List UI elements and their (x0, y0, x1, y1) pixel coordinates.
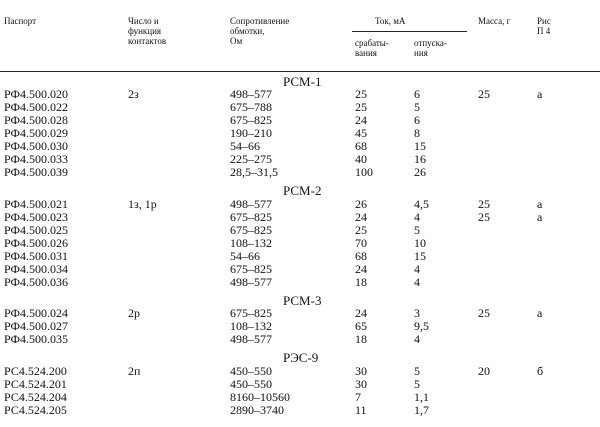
cell-trigger-current: 24 (355, 306, 367, 320)
cell-resistance: 190–210 (230, 126, 272, 140)
header-current: Ток, мА (375, 16, 406, 26)
section-title: РЭС-9 (283, 350, 319, 365)
cell-trigger-current: 11 (355, 403, 367, 417)
cell-release-current: 5 (414, 377, 420, 391)
cell-figure: а (537, 87, 543, 101)
cell-trigger-current: 24 (355, 262, 367, 276)
cell-figure: а (537, 197, 543, 211)
header-passport: Паспорт (4, 16, 37, 26)
cell-resistance: 54–66 (230, 139, 260, 153)
cell-passport: РФ4.500.036 (4, 275, 68, 289)
cell-release-current: 15 (414, 139, 426, 153)
cell-figure: б (537, 364, 544, 378)
cell-trigger-current: 68 (355, 139, 367, 153)
cell-passport: РФ4.500.039 (4, 165, 68, 179)
header-mass: Масса, г (478, 16, 511, 26)
header-trigger: срабаты- вания (355, 38, 389, 58)
table-header (0, 0, 600, 72)
cell-trigger-current: 45 (355, 126, 367, 140)
cell-release-current: 3 (414, 306, 420, 320)
table-row (0, 237, 600, 250)
cell-resistance: 108–132 (230, 319, 272, 333)
table-row (0, 114, 600, 127)
header-figure: Рис П 4 (537, 16, 551, 36)
section-title: РСМ-1 (283, 74, 322, 89)
cell-trigger-current: 25 (355, 223, 367, 237)
cell-passport: РФ4.500.023 (4, 210, 68, 224)
table-row (0, 404, 600, 417)
cell-trigger-current: 18 (355, 275, 367, 289)
cell-resistance: 450–550 (230, 364, 272, 378)
cell-release-current: 1,1 (414, 390, 429, 404)
cell-release-current: 5 (414, 223, 420, 237)
cell-contacts: 2п (128, 364, 141, 378)
table-row (0, 211, 600, 224)
table-row (0, 320, 600, 333)
table-row (0, 250, 600, 263)
table-row (0, 378, 600, 391)
cell-resistance: 498–577 (230, 197, 272, 211)
cell-release-current: 26 (414, 165, 426, 179)
table-row (0, 101, 600, 114)
cell-resistance: 675–788 (230, 100, 272, 114)
cell-trigger-current: 30 (355, 377, 367, 391)
cell-release-current: 4 (414, 262, 420, 276)
table-row (0, 276, 600, 289)
cell-passport: РФ4.500.027 (4, 319, 68, 333)
cell-figure: а (537, 306, 543, 320)
cell-mass: 25 (478, 197, 490, 211)
cell-contacts: 2р (128, 306, 140, 320)
table-row (0, 391, 600, 404)
cell-figure: а (537, 210, 543, 224)
section-title: РСМ-3 (283, 293, 322, 308)
table-row (0, 307, 600, 320)
cell-passport: РФ4.500.028 (4, 113, 68, 127)
cell-trigger-current: 40 (355, 152, 367, 166)
header-number-function: Число и функция контактов (128, 16, 167, 46)
cell-release-current: 4 (414, 275, 420, 289)
cell-release-current: 15 (414, 249, 426, 263)
cell-resistance: 675–825 (230, 262, 272, 276)
cell-resistance: 450–550 (230, 377, 272, 391)
cell-release-current: 4 (414, 210, 420, 224)
cell-trigger-current: 18 (355, 332, 367, 346)
cell-passport: РС4.524.204 (4, 390, 67, 404)
cell-resistance: 498–577 (230, 332, 272, 346)
cell-resistance: 498–577 (230, 275, 272, 289)
cell-release-current: 4,5 (414, 197, 429, 211)
cell-resistance: 675–825 (230, 210, 272, 224)
table-row (0, 198, 600, 211)
cell-resistance: 675–825 (230, 113, 272, 127)
cell-release-current: 10 (414, 236, 426, 250)
cell-release-current: 6 (414, 113, 420, 127)
header-divider (0, 71, 600, 72)
cell-resistance: 54–66 (230, 249, 260, 263)
cell-passport: РФ4.500.031 (4, 249, 68, 263)
cell-passport: РФ4.500.034 (4, 262, 68, 276)
cell-trigger-current: 25 (355, 100, 367, 114)
cell-release-current: 5 (414, 100, 420, 114)
header-release: отпуска- ния (414, 38, 447, 58)
table-row (0, 224, 600, 237)
cell-mass: 20 (478, 364, 490, 378)
cell-mass: 25 (478, 306, 490, 320)
cell-release-current: 5 (414, 364, 420, 378)
cell-passport: РФ4.500.026 (4, 236, 68, 250)
cell-contacts: 1з, 1р (128, 197, 157, 211)
cell-resistance: 108–132 (230, 236, 272, 250)
cell-release-current: 4 (414, 332, 420, 346)
cell-passport: РС4.524.205 (4, 403, 67, 417)
cell-release-current: 16 (414, 152, 426, 166)
table-row (0, 365, 600, 378)
cell-passport: РФ4.500.020 (4, 87, 68, 101)
cell-resistance: 8160–10560 (230, 390, 290, 404)
cell-trigger-current: 68 (355, 249, 367, 263)
table-row (0, 127, 600, 140)
cell-passport: РФ4.500.024 (4, 306, 68, 320)
cell-trigger-current: 100 (355, 165, 373, 179)
cell-mass: 25 (478, 87, 490, 101)
cell-resistance: 2890–3740 (230, 403, 284, 417)
table-row (0, 166, 600, 179)
cell-trigger-current: 26 (355, 197, 367, 211)
cell-release-current: 1,7 (414, 403, 429, 417)
table-row (0, 88, 600, 101)
cell-passport: РФ4.500.021 (4, 197, 68, 211)
cell-release-current: 9,5 (414, 319, 429, 333)
current-subheader-line (352, 31, 467, 32)
cell-resistance: 498–577 (230, 87, 272, 101)
cell-passport: РФ4.500.029 (4, 126, 68, 140)
cell-trigger-current: 70 (355, 236, 367, 250)
cell-trigger-current: 24 (355, 113, 367, 127)
cell-contacts: 2з (128, 87, 139, 101)
cell-trigger-current: 65 (355, 319, 367, 333)
cell-trigger-current: 30 (355, 364, 367, 378)
cell-resistance: 225–275 (230, 152, 272, 166)
cell-trigger-current: 7 (355, 390, 361, 404)
cell-passport: РФ4.500.035 (4, 332, 68, 346)
cell-mass: 25 (478, 210, 490, 224)
cell-release-current: 6 (414, 87, 420, 101)
section-title: РСМ-2 (283, 183, 322, 198)
cell-trigger-current: 25 (355, 87, 367, 101)
cell-passport: РС4.524.201 (4, 377, 67, 391)
cell-passport: РФ4.500.030 (4, 139, 68, 153)
table-row (0, 153, 600, 166)
table-row (0, 140, 600, 153)
cell-passport: РС4.524.200 (4, 364, 67, 378)
cell-passport: РФ4.500.022 (4, 100, 68, 114)
header-resistance: Сопротивление обмотки, Ом (230, 16, 290, 46)
table-row (0, 333, 600, 346)
cell-release-current: 8 (414, 126, 420, 140)
cell-resistance: 675–825 (230, 306, 272, 320)
cell-passport: РФ4.500.033 (4, 152, 68, 166)
cell-trigger-current: 24 (355, 210, 367, 224)
cell-passport: РФ4.500.025 (4, 223, 68, 237)
cell-resistance: 675–825 (230, 223, 272, 237)
cell-resistance: 28,5–31,5 (230, 165, 278, 179)
table-row (0, 263, 600, 276)
